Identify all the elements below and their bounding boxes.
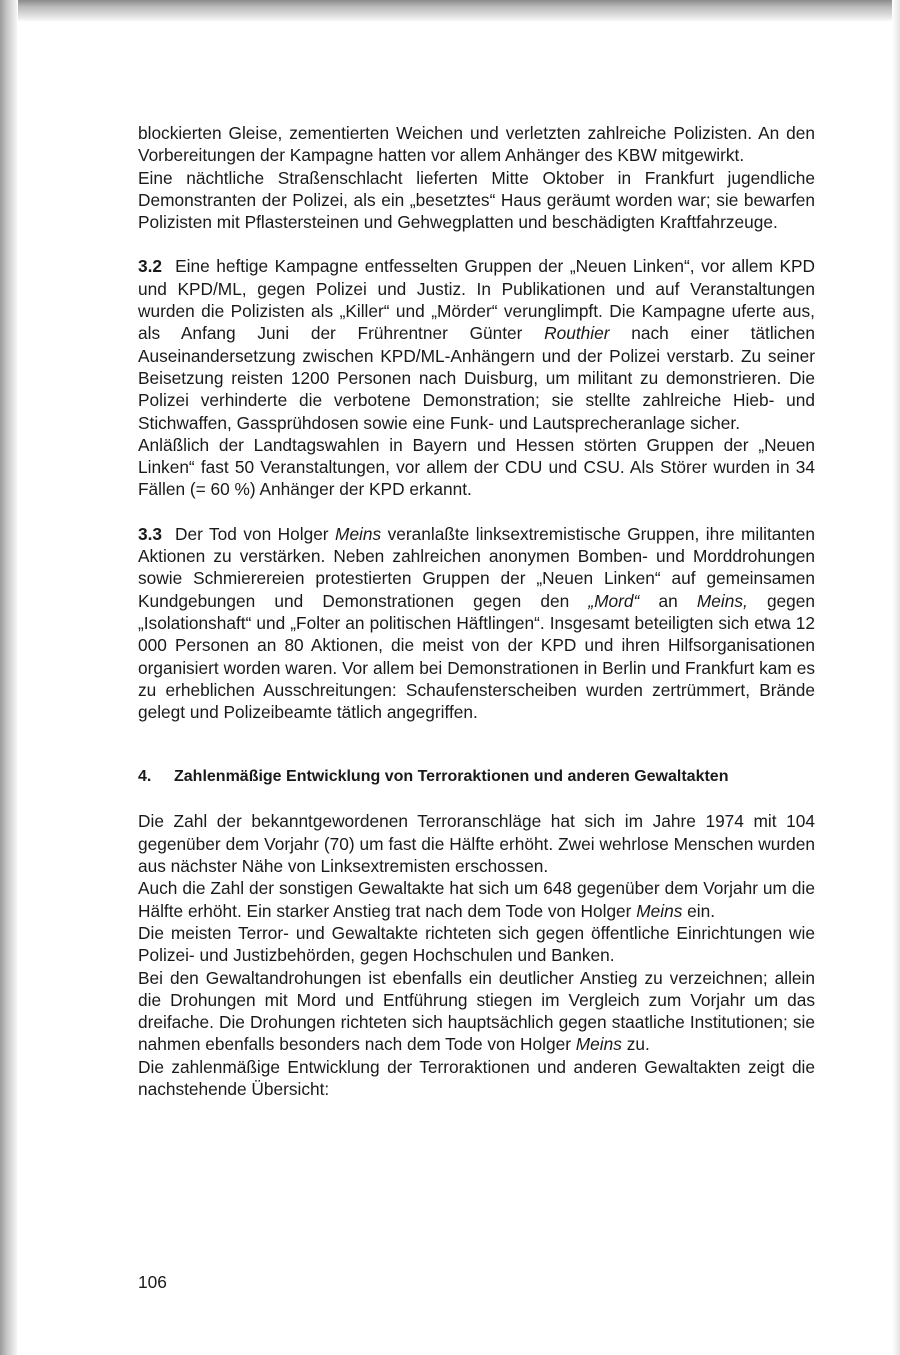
section-number: 3.2 (138, 256, 163, 277)
section-number: 3.3 (138, 523, 163, 544)
section-3-2: 3.2 Eine heftige Kampagne entfesselten Gruppen der „Neuen Linken“, vor allem KPD und KPD/ML, gegen Polizei und Justiz. In Publikationen und auf Veranstaltungen wurden die Polizisten als „Killer“ und „Mörder“ verunglimpft. Die Kampagne uferte aus, als Anfang Juni der Frührentner Günter Routhier nach einer tätlichen Auseinandersetzung zwischen KPD/ML-Anhängern und der Polizei verstarb. Zu seiner Beisetzung reisten 1200 Personen nach Duisburg, um militant zu demonstrieren. Die Polizei verhinderte die verbotene Demonstration; sie stellte zahlreiche Hieb- und Stichwaffen, Gassprühdosen sowie eine Funk- und Lautsprecheranlage sicher. (138, 256, 815, 433)
scan-edge-left (0, 0, 18, 1355)
section-3-3: 3.3 Der Tod von Holger Meins veranlaßte linksextremistische Gruppen, ihre militanten Aktionen zu verstärken. Neben zahlreichen anonymen Bomben- und Morddrohungen sowie Schmierereien protestierten Gruppen der „Neuen Linken“ auf gemeinsamen Kundgebungen und Demonstrationen gegen den „Mord“ an Meins, gegen „Isolationshaft“ und „Folter an politischen Häftlingen“. Insgesamt beteiligten sich etwa 12 000 Personen an 80 Aktionen, die meist von der KPD und ihren Hilfsorganisationen organisiert worden waren. Vor allem bei Demonstrationen in Berlin und Frankfurt kam es zu erheblichen Ausschreitungen: Schaufensterscheiben wurden zertrümmert, Brände gelegt und Polizeibeamte tätlich angegriffen. (138, 523, 816, 723)
page-number: 106 (138, 1272, 167, 1292)
paragraph-threats: Bei den Gewaltandrohungen ist ebenfalls ein deutlicher Anstieg zu verzeichnen; allein die Drohungen mit Mord und Entführung stiegen im Vergleich zum Vorjahr um das dreifache. Die Drohungen richteten sich hauptsächlich gegen staatliche Institutionen; sie nahmen ebenfalls besonders nach dem Tode von Holger Meins zu. (138, 967, 815, 1055)
person-name: Routhier (544, 323, 610, 344)
scan-edge-top (0, 0, 900, 22)
quoted-term: „Mord“ (588, 590, 640, 611)
heading-text: Zahlenmäßige Entwicklung von Terroraktionen und anderen Gewaltakten (174, 768, 729, 786)
paragraph-targets: Die meisten Terror- und Gewaltakte richteten sich gegen öffentliche Einrichtungen wie Polizei- und Justizbehörden, gegen Hochschulen und Banken. (138, 922, 815, 966)
paragraph-violence-count: Auch die Zahl der sonstigen Gewaltakte hat sich um 648 gegenüber dem Vorjahr um die Hälfte erhöht. Ein starker Anstieg trat nach dem Tode von Holger Meins ein. (138, 878, 815, 921)
paragraph-overview-intro: Die zahlenmäßige Entwicklung der Terroraktionen und anderen Gewaltakten zeigt die nachstehende Übersicht: (138, 1056, 815, 1099)
paragraph-elections: Anläßlich der Landtagswahlen in Bayern und Hessen störten Gruppen der „Neuen Linken“ fast 50 Veranstaltungen, vor allem der CDU und CSU. Als Störer wurden in 34 Fällen (= 60 %) Anhänger der KPD erkannt. (138, 434, 815, 500)
person-name: Meins (636, 900, 683, 921)
paragraph-continuation: blockierten Gleise, zementierten Weichen und verletzten zahlreiche Polizisten. An den Vorbereitungen der Kampagne hatten vor allem Anhänger des KBW mitgewirkt. (138, 123, 815, 166)
paragraph-terror-count: Die Zahl der bekanntgewordenen Terroranschläge hat sich im Jahre 1974 mit 104 gegenüber dem Vorjahr (70) um fast die Hälfte erhöht. Zwei wehrlose Menschen wurden aus nächster Nähe von Linksextremisten erschossen. (138, 811, 815, 877)
person-name: Meins (575, 1034, 622, 1055)
person-name: Meins, (696, 590, 748, 611)
paragraph-street-battle: Eine nächtliche Straßenschlacht lieferten Mitte Oktober in Frankfurt jugendliche Demonstranten der Polizei, als ein „besetztes“ Haus geräumt worden war; sie bewarfen Polizisten mit Pflastersteinen und Gehwegplatten und beschädigten Kraftfahrzeuge. (138, 167, 815, 233)
page-body (138, 122, 815, 1100)
person-name: Meins (335, 523, 382, 544)
scan-edge-right (892, 0, 900, 1355)
heading-number: 4. (138, 768, 152, 786)
section-heading-4 (138, 766, 815, 788)
